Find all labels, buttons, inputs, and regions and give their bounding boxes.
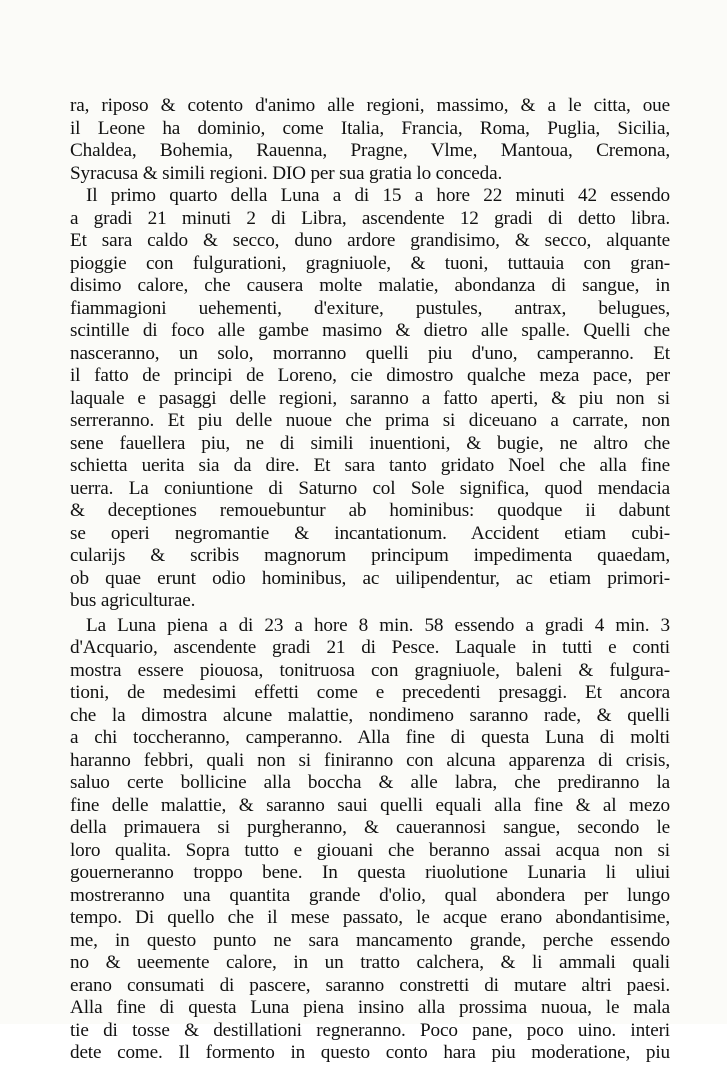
text-line: serreranno. Et piu delle nuoue che prima si diceuano a carrate, non xyxy=(70,410,670,431)
text-line: disimo calore, che causera molte malatie, abondanza di sangue, in xyxy=(70,275,670,296)
text-line: & deceptiones remouebuntur ab hominibus: quodque ii dabunt xyxy=(70,500,670,521)
text-line: gouerneranno troppo bene. In questa riuolutione Lunaria li uliui xyxy=(70,862,670,883)
text-line: tioni, de medesimi effetti come e precedenti presaggi. Et ancora xyxy=(70,682,670,703)
body-text xyxy=(70,95,670,1065)
text-line: cularijs & scribis magnorum principum impedimenta quaedam, xyxy=(70,545,670,566)
text-line: dete come. Il formento in questo conto hara piu moderatione, piu xyxy=(70,1042,670,1063)
text-line: laquale e pasaggi delle regioni, saranno a fatto aperti, & piu non si xyxy=(70,387,670,409)
text-line: scintille di foco alle gambe masimo & dietro alle spalle. Quelli che xyxy=(70,320,670,341)
text-line: Et sara caldo & secco, duno ardore grandisimo, & secco, alquante xyxy=(70,230,670,251)
text-line: no & ueemente calore, in un tratto calchera, & li ammali quali xyxy=(70,952,670,973)
text-line: a gradi 21 minuti 2 di Libra, ascendente 12 gradi di detto libra. xyxy=(70,207,670,229)
text-line: ob quae erunt odio hominibus, ac uilipendentur, ac etiam primori- xyxy=(70,567,670,589)
paragraph-first-line: La Luna piena a di 23 a hore 8 min. 58 essendo a gradi 4 min. 3 xyxy=(86,614,670,636)
text-line: uerra. La coniuntione di Saturno col Sole significa, quod mendacia xyxy=(70,477,670,499)
text-line: ra, riposo & cotento d'animo alle regioni, massimo, & a le citta, oue xyxy=(70,95,670,116)
text-line: erano consumati di pascere, saranno constretti di mutare altri paesi. xyxy=(70,974,670,996)
text-line: se operi negromantie & incantationum. Accident etiam cubi- xyxy=(70,522,670,544)
text-line: bus agriculturae. xyxy=(70,590,196,611)
text-line: Syracusa & simili regioni. DIO per sua gratia lo conceda. xyxy=(70,162,503,184)
text-line: fine delle malattie, & saranno saui quelli equali alla fine & al mezo xyxy=(70,794,670,816)
text-line: loro qualita. Sopra tutto e giouani che beranno assai acqua non si xyxy=(70,839,670,861)
text-line: d'Acquario, ascendente gradi 21 di Pesce. Laquale in tutti e conti xyxy=(70,637,670,658)
text-line: sene fauellera piu, ne di simili inuentioni, & bugie, ne altro che xyxy=(70,432,670,454)
text-line: saluo certe bollicine alla boccha & alle labra, che prediranno la xyxy=(70,772,670,793)
text-line: Alla fine di questa Luna piena insino alla prossima nuoua, le mala xyxy=(70,997,670,1018)
text-line: Chaldea, Bohemia, Rauenna, Pragne, Vlme, Mantoua, Cremona, xyxy=(70,140,670,161)
paragraph-first-line: Il primo quarto della Luna a di 15 a hore 22 minuti 42 essendo xyxy=(86,185,670,206)
text-line: schietta uerita sia da dire. Et sara tanto gridato Noel che alla fine xyxy=(70,455,670,476)
text-line: il fatto de principi de Loreno, cie dimostro qualche meza pace, per xyxy=(70,365,670,386)
text-line: pioggie con fulgurationi, gragniuole, & tuoni, tuttauia con gran- xyxy=(70,252,670,274)
text-line: mostreranno una quantita grande d'olio, qual abondera per lungo xyxy=(70,884,670,906)
text-line: haranno febbri, quali non si finiranno con alcuna apparenza di crisis, xyxy=(70,749,670,771)
text-line: mostra essere piouosa, tonitruosa con gragniuole, baleni & fulgura- xyxy=(70,659,670,681)
text-line: tie di tosse & destillationi regneranno. Poco pane, poco uino. interi xyxy=(70,1019,670,1041)
text-line: tempo. Di quello che il mese passato, le acque erano abondantisime, xyxy=(70,907,670,928)
text-line: il Leone ha dominio, come Italia, Francia, Roma, Puglia, Sicilia, xyxy=(70,117,670,139)
text-line: fiammagioni uehementi, d'exiture, pustules, antrax, belugues, xyxy=(70,297,670,319)
text-line: della primauera si purgheranno, & cauerannosi sangue, secondo le xyxy=(70,817,670,838)
text-line: me, in questo punto ne sara mancamento grande, perche essendo xyxy=(70,929,670,951)
text-line: nasceranno, un solo, morranno quelli piu d'uno, camperanno. Et xyxy=(70,342,670,364)
text-line: a chi toccheranno, camperanno. Alla fine di questa Luna di molti xyxy=(70,727,670,748)
text-line: che la dimostra alcune malattie, nondimeno saranno rade, & quelli xyxy=(70,704,670,726)
